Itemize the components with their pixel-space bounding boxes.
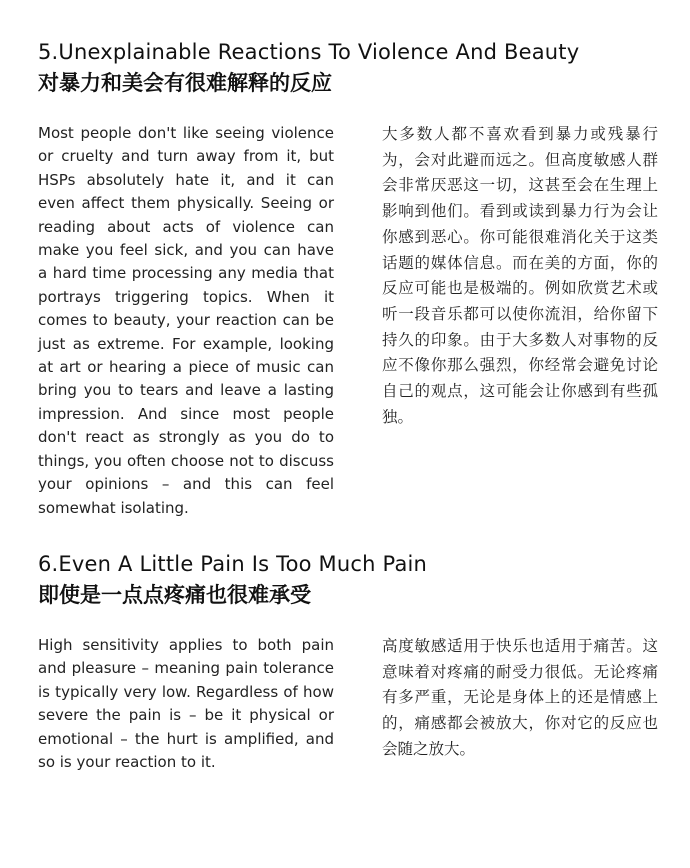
body-text-en: High sensitivity applies to both pain and pleasure – meaning pain tolerance is typically very low. Regardless of how severe the pain is – be it physical or emotional – the hurt is amplified, and so is your reaction to it. xyxy=(38,636,334,772)
section-title-zh: 对暴力和美会有很难解释的反应 xyxy=(38,71,332,95)
section-violence-beauty xyxy=(38,38,658,522)
section-columns xyxy=(38,634,658,784)
section-title-en: 6.Even A Little Pain Is Too Much Pain xyxy=(38,552,428,576)
section-columns xyxy=(38,122,658,522)
body-text-zh: 高度敏感适用于快乐也适用于痛苦。这意味着对疼痛的耐受力很低。无论疼痛有多严重，无论是身体上的还是情感上的，痛感都会被放大，你对它的反应也会随之放大。 xyxy=(382,637,658,758)
section-title-zh: 即使是一点点疼痛也很难承受 xyxy=(38,583,311,607)
section-title-en: 5.Unexplainable Reactions To Violence And Beauty xyxy=(38,40,580,64)
section-pain xyxy=(38,550,658,784)
body-text-en: Most people don't like seeing violence or cruelty and turn away from it, but HSPs absolutely hate it, and it can even affect them physically. Seeing or reading about acts of violence can make you feel sick, and you can have a hard time processing any media that portrays triggering topics. When it comes to beauty, your reaction can be just as extreme. For example, looking at art or hearing a piece of music can bring you to tears and leave a lasting impression. And since most people don't react as strongly as you do to things, you often choose not to discuss your opinions – and this can feel somewhat isolating. xyxy=(38,124,334,517)
body-text-zh: 大多数人都不喜欢看到暴力或残暴行为，会对此避而远之。但高度敏感人群会非常厌恶这一切，这甚至会在生理上影响到他们。看到或读到暴力行为会让你感到恶心。你可能很难消化关于这类话题的媒体信息。而在美的方面，你的反应可能也是极端的。例如欣赏艺术或听一段音乐都可以使你流泪，给你留下持久的印象。由于大多数人对事物的反应不像你那么强烈，你经常会避免讨论自己的观点，这可能会让你感到有些孤独。 xyxy=(382,125,658,426)
